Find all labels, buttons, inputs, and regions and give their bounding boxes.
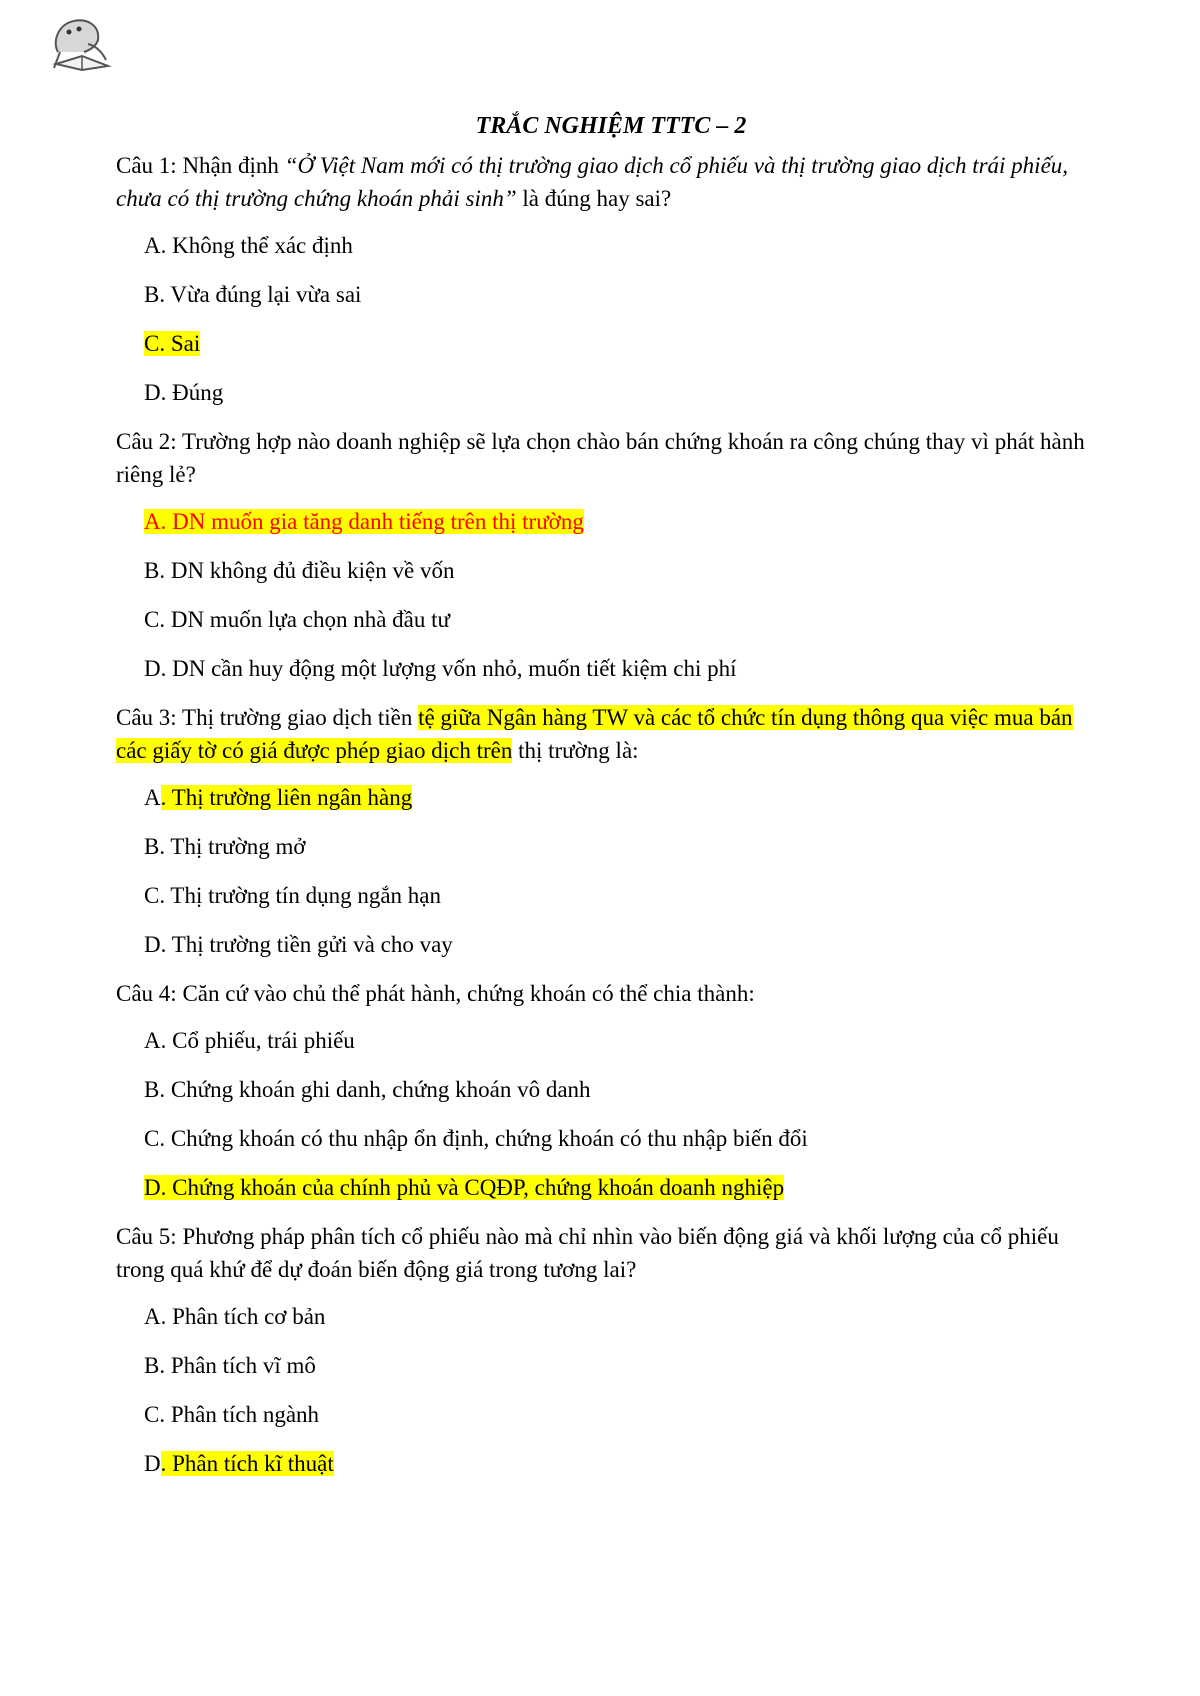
option-text-highlighted: . Thị trường liên ngân hàng (160, 785, 413, 810)
question-1-option-d (144, 376, 1106, 409)
question-4-option-b (144, 1073, 1106, 1106)
option-text: D. DN cần huy động một lượng vốn nhỏ, muốn tiết kiệm chi phí (144, 656, 737, 681)
question-3 (116, 701, 1106, 767)
question-3-option-d (144, 928, 1106, 961)
question-1 (116, 149, 1106, 215)
option-text: C. Phân tích ngành (144, 1402, 320, 1427)
question-5-option-b (144, 1349, 1106, 1382)
question-3-option-b (144, 830, 1106, 863)
option-text: A. Cổ phiếu, trái phiếu (144, 1028, 355, 1053)
question-1-option-c (144, 327, 1106, 360)
option-text: D. Thị trường tiền gửi và cho vay (144, 932, 453, 957)
question-1-suffix: là đúng hay sai? (516, 186, 672, 211)
hippo-reading-logo-icon (48, 12, 120, 74)
option-text: B. Vừa đúng lại vừa sai (144, 282, 362, 307)
question-4-option-a (144, 1024, 1106, 1057)
question-1-option-a (144, 229, 1106, 262)
question-1-quote: “Ở Việt Nam mới có thị trường giao dịch cổ phiếu và thị trường giao dịch trái phiếu, chưa có thị trường chứng khoán phải sinh” (116, 153, 1069, 211)
question-1-prefix: Câu 1: Nhận định (116, 153, 285, 178)
question-5-option-d (144, 1447, 1106, 1480)
question-5: Câu 5: Phương pháp phân tích cổ phiếu nào mà chỉ nhìn vào biến động giá và khối lượng của cổ phiếu trong quá khứ để dự đoán biến động giá trong tương lai? (116, 1224, 1059, 1282)
option-text: B. Chứng khoán ghi danh, chứng khoán vô danh (144, 1077, 591, 1102)
question-4-option-c (144, 1122, 1106, 1155)
option-text: B. Phân tích vĩ mô (144, 1353, 316, 1378)
question-1-option-b (144, 278, 1106, 311)
question-2: Câu 2: Trường hợp nào doanh nghiệp sẽ lựa chọn chào bán chứng khoán ra công chúng thay vì phát hành riêng lẻ? (116, 429, 1085, 487)
option-text: C. Thị trường tín dụng ngắn hạn (144, 883, 441, 908)
option-prefix: D (144, 1451, 161, 1476)
question-4-option-d (144, 1171, 1106, 1204)
option-text: C. Chứng khoán có thu nhập ổn định, chứng khoán có thu nhập biến đổi (144, 1126, 808, 1151)
option-text-highlighted: C. Sai (144, 331, 201, 356)
question-3-part-3: thị trường là: (512, 738, 639, 763)
option-text: C. DN muốn lựa chọn nhà đầu tư (144, 607, 450, 632)
question-3-highlighted: tệ giữa Ngân hàng TW và các tổ chức tín dụng thông qua việc mua bán các giấy tờ có giá được phép giao dịch trên (116, 705, 1073, 763)
option-text-highlighted: A. DN muốn gia tăng danh tiếng trên thị trường (144, 509, 584, 534)
option-text-highlighted: D. Chứng khoán của chính phủ và CQĐP, chứng khoán doanh nghiệp (144, 1175, 785, 1200)
question-3-option-c (144, 879, 1106, 912)
question-4: Câu 4: Căn cứ vào chủ thể phát hành, chứng khoán có thể chia thành: (116, 981, 755, 1006)
option-text: B. DN không đủ điều kiện về vốn (144, 558, 455, 583)
question-3-option-a (144, 781, 1106, 814)
question-5-option-a (144, 1300, 1106, 1333)
question-3-part-1: Câu 3: Thị trường giao dịch tiền (116, 705, 419, 730)
option-text: A. Không thể xác định (144, 233, 353, 258)
option-text: B. Thị trường mở (144, 834, 306, 859)
question-2-option-a (144, 505, 1106, 538)
option-text: D. Đúng (144, 380, 224, 405)
option-prefix: A (144, 785, 161, 810)
option-text: A. Phân tích cơ bản (144, 1304, 326, 1329)
question-2-option-c (144, 603, 1106, 636)
option-text-highlighted: . Phân tích kĩ thuật (160, 1451, 334, 1476)
document-title: TRẮC NGHIỆM TTTC – 2 (475, 113, 747, 139)
question-5-option-c (144, 1398, 1106, 1431)
question-2-option-d (144, 652, 1106, 685)
question-2-option-b (144, 554, 1106, 587)
document-body (116, 110, 1106, 1496)
